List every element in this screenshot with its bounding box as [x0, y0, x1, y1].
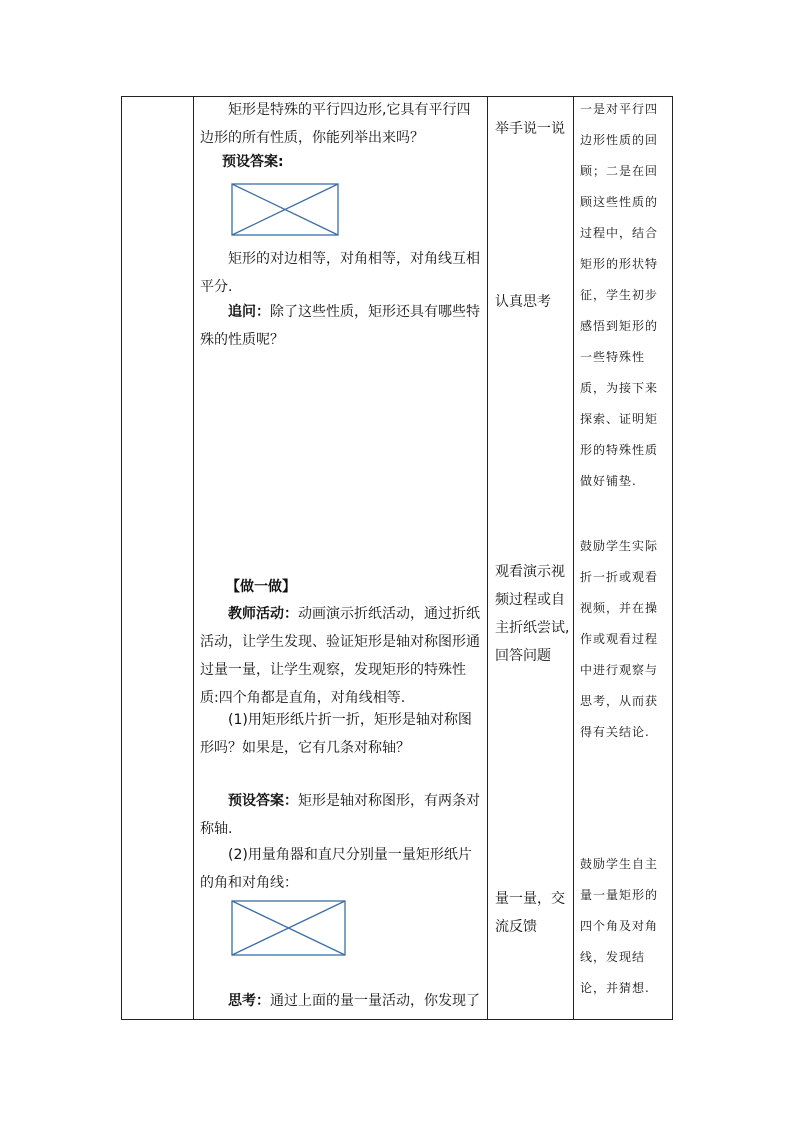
design-intent-3: 鼓励学生自主量一量矩形的四个角及对角线，发现结论，并猜想. — [580, 857, 659, 995]
answer-properties: 矩形的对边相等，对角相等，对角线互相平分. — [200, 251, 480, 295]
section-title: 【做一做】 — [226, 579, 296, 595]
column-divider — [193, 97, 194, 1019]
followup-label: 追问： — [228, 304, 270, 320]
design-intent-2: 鼓励学生实际折一折或观看视频，并在操作或观看过程中进行观察与思考，从而获得有关结论. — [580, 539, 659, 739]
student-activity-think: 认真思考 — [495, 294, 551, 310]
preset-answer-2 — [200, 787, 484, 843]
column-divider — [487, 97, 488, 1019]
design-intent-1: 一是对平行四边形性质的回顾；二是在回顾这些性质的过程中，结合矩形的形状特征，学生初步感悟到矩形的一些特殊性质，为接下来探索、证明矩形的特殊性质做好铺垫. — [580, 102, 659, 488]
teacher-activity — [200, 600, 484, 712]
think-label: 思考： — [228, 993, 270, 1009]
lesson-table — [121, 96, 673, 1020]
teacher-activity-text: 动画演示折纸活动，通过折纸活动，让学生发现、验证矩形是轴对称图形通过量一量，让学生观察，发现矩形的特殊性质:四个角都是直角，对角线相等. — [200, 606, 480, 706]
student-activity-raise-hand: 举手说一说 — [495, 121, 565, 137]
rectangle-diagonals-figure — [231, 183, 340, 237]
followup-question — [200, 298, 484, 354]
student-activity-measure: 量一量，交流反馈 — [495, 891, 565, 935]
intro-question: 矩形是特殊的平行四边形,它具有平行四边形的所有性质，你能列举出来吗？ — [200, 102, 471, 146]
think-prompt — [200, 987, 484, 1015]
preset-answer-2-text: 矩形是轴对称图形，有两条对称轴. — [200, 793, 480, 837]
followup-text: 除了这些性质，矩形还具有哪些特殊的性质呢？ — [200, 304, 480, 348]
question-fold: (1)用矩形纸片折一折，矩形是轴对称图形吗？如果是，它有几条对称轴？ — [200, 712, 472, 756]
teacher-activity-label: 教师活动： — [228, 606, 298, 622]
column-divider — [573, 97, 574, 1019]
preset-answer-label: 预设答案: — [222, 154, 284, 170]
rectangle-diagonals-figure — [231, 900, 347, 957]
student-activity-video: 观看演示视频过程或自主折纸尝试,回答问题 — [495, 564, 570, 664]
question-measure: (2)用量角器和直尺分别量一量矩形纸片的角和对角线： — [200, 847, 472, 891]
preset-answer-2-label: 预设答案： — [228, 793, 298, 809]
think-text: 通过上面的量一量活动，你发现了 — [270, 993, 480, 1009]
